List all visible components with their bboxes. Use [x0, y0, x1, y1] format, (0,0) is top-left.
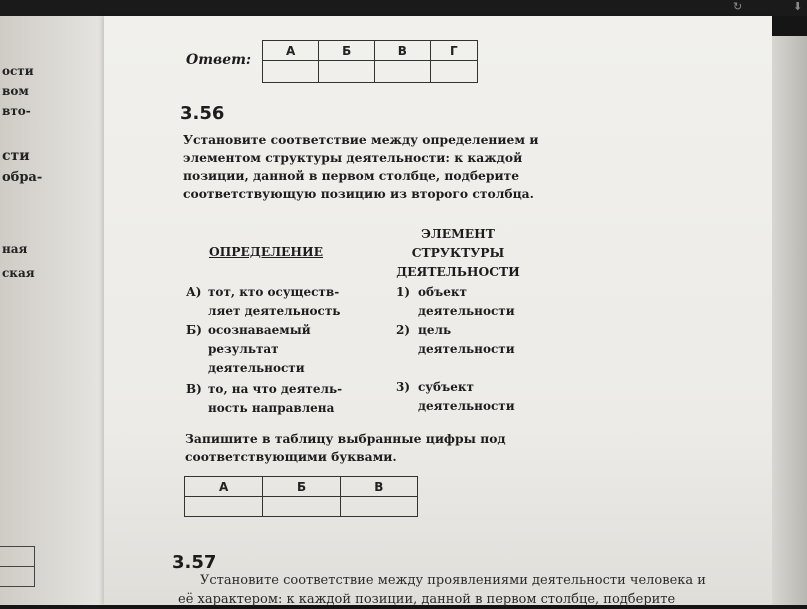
element-number: 2) [396, 323, 411, 337]
answer-header-g: Г [430, 41, 477, 61]
element-column-heading: ЭЛЕМЕНТ СТРУКТУРЫ ДЕЯТЕЛЬНОСТИ [396, 226, 520, 279]
left-fragment: обра- [2, 170, 43, 185]
element-number: 1) [396, 285, 411, 299]
element-3 [396, 378, 546, 418]
answer-cell[interactable] [374, 61, 430, 83]
answer-header-a: А [263, 41, 319, 61]
left-table-cell [0, 566, 35, 587]
left-fragment: сти [2, 148, 30, 164]
left-fragment: вом [2, 84, 29, 98]
element-text: субъект деятельности [418, 380, 515, 413]
element-2 [396, 321, 546, 361]
element-text: объект деятельности [418, 285, 515, 318]
definition-b [186, 321, 376, 381]
download-icon: ⬇ [793, 0, 803, 13]
left-fragment: вто- [2, 104, 31, 118]
answer-cell[interactable] [319, 61, 375, 83]
answer-table-top [262, 40, 478, 83]
task-instruction: Установите соответствие между определением и элементом структуры деятельности: к каждой позиции, данной в первом столбце, подберите соответствующую позицию из второго столбца. [183, 132, 539, 201]
screen-bezel [0, 0, 807, 16]
definition-text: тот, кто осуществ- ляет деятельность [208, 285, 341, 318]
table-header-v: В [340, 477, 417, 497]
definition-letter: А) [186, 285, 202, 299]
write-instruction: Запишите в таблицу выбранные цифры под соответствующими буквами. [185, 431, 506, 464]
definition-letter: В) [186, 382, 202, 396]
answer-cell[interactable] [263, 61, 319, 83]
definition-column-heading: ОПРЕДЕЛЕНИЕ [208, 244, 324, 259]
left-fragment: ная [2, 242, 28, 256]
answer-cell[interactable] [340, 497, 417, 517]
table-header-a: А [185, 477, 263, 497]
refresh-icon: ↻ [733, 0, 743, 13]
answer-cell[interactable] [185, 497, 263, 517]
element-number: 3) [396, 380, 411, 394]
answer-header-v: В [374, 41, 430, 61]
element-text: цель деятельности [418, 323, 515, 356]
definition-letter: Б) [186, 323, 202, 337]
answer-table [184, 476, 418, 517]
next-task-number: 3.57 [172, 552, 217, 573]
left-fragment: ости [2, 64, 34, 78]
definition-v [186, 380, 376, 420]
answer-cell[interactable] [263, 497, 340, 517]
task-number: 3.56 [180, 103, 225, 124]
table-header-b: Б [263, 477, 340, 497]
left-fragment: ская [2, 266, 35, 280]
definition-a [186, 283, 376, 323]
left-table-cell [0, 546, 35, 567]
next-task-text: Установите соответствие между проявлениями деятельности человека и её характером: к каждой позиции, данной в первом столбце, подберите [178, 573, 706, 607]
definition-text: осознаваемый результат деятельности [208, 323, 311, 375]
element-1 [396, 283, 546, 323]
answer-cell[interactable] [430, 61, 477, 83]
definition-text: то, на что деятель- ность направлена [208, 382, 343, 415]
answer-header-b: Б [319, 41, 375, 61]
answer-label: Ответ: [186, 52, 252, 68]
